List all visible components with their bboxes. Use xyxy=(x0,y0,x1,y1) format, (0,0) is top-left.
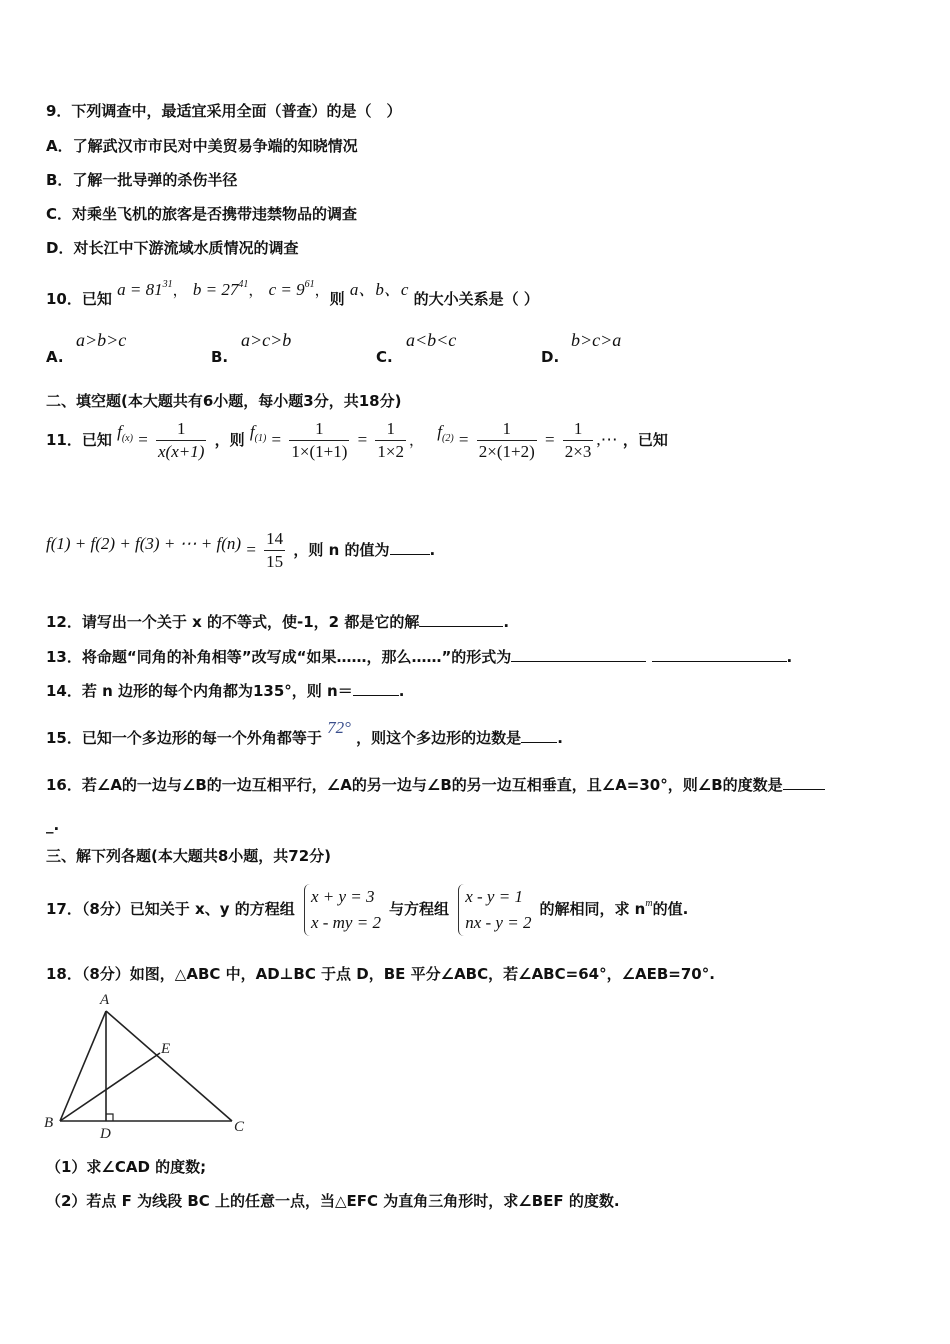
q9-option-b: B．了解一批导弹的杀伤半径 xyxy=(46,171,238,189)
q10-b: $b = 27^{41}$ xyxy=(192,279,249,299)
q15: 15．已知一个多边形的每一个外角都等于 72° ，则这个多边形的边数是 . xyxy=(46,718,563,747)
label-C: C xyxy=(234,1119,245,1135)
label-E: E xyxy=(161,1041,171,1057)
q9-option-d: D．对长江中下游流域水质情况的调查 xyxy=(46,239,299,257)
q11-sum: f(1) + f(2) + f(3) + ⋯ + f(n) xyxy=(46,534,242,553)
section3-heading: 三、解下列各题(本大题共8小题，共72分) xyxy=(46,847,332,865)
q15-answer-blank[interactable] xyxy=(521,728,557,743)
q17-system-1: x + y = 3 x - my = 2 xyxy=(304,884,385,936)
q15-angle: 72° xyxy=(327,718,351,737)
q16-cont: _. xyxy=(46,816,60,834)
q10-a: $a = 81^{31}$ xyxy=(117,279,173,299)
label-D: D xyxy=(100,1126,111,1140)
q13: 13．将命题“同角的补角相等”改写成“如果……，那么……”的形式为 . xyxy=(46,648,793,666)
q18-triangle-figure xyxy=(40,990,260,1140)
q17: 17．（8分）已知关于 x、y 的方程组 x + y = 3 x - my = 2 与方程组 x - y = 1 nx - y = 2 的解相同，求 $n^m$的值. xyxy=(46,876,688,937)
q12: 12．请写出一个关于 x 的不等式，使-1，2 都是它的解 . xyxy=(46,613,510,631)
q10-stem: 10．已知 $a = 81^{31}$， $b = 27^{41}$， $c = 9^{61}$，则 a、b、c 的大小关系是（ ） xyxy=(46,279,539,308)
q10-vars: a、b、c xyxy=(349,280,409,299)
q17-system-2: x - y = 1 nx - y = 2 xyxy=(458,884,535,936)
q13-answer-blank-2[interactable] xyxy=(652,647,787,662)
q11-f2-fraction2: $\frac{1}{2\times 3}$ xyxy=(564,419,592,461)
q11-answer-blank[interactable] xyxy=(390,540,430,555)
q11-sum-fraction: $\frac{14}{15}$ xyxy=(266,529,284,571)
q9-option-a: A．了解武汉市市民对中美贸易争端的知晓情况 xyxy=(46,137,358,155)
q12-answer-blank[interactable] xyxy=(419,612,503,627)
q16-answer-blank[interactable] xyxy=(783,775,825,790)
q11-line1: 11．已知 $f_{(x)}$ = $\frac{1}{x(x+1)}$ ，则 $f_{(1)}$ = $\frac{1}{1\times(1+1)}$ = $\frac{1}{1\times 2}$ ， $f_{(2)}$ = $\frac{1}{2\times(1+2)}$ = $\frac{1}{2\times 3}$ ,⋯ ，已知 xyxy=(46,419,668,461)
label-A: A xyxy=(100,992,110,1008)
q18-sub1: （1）求∠CAD 的度数; xyxy=(46,1158,207,1176)
q13-answer-blank-1[interactable] xyxy=(511,647,646,662)
q10-num: 10．已知 xyxy=(46,290,112,308)
label-B: B xyxy=(44,1115,54,1131)
q14-answer-blank[interactable] xyxy=(353,681,399,696)
q18-stem: 18．（8分）如图，△ABC 中，AD⊥BC 于点 D，BE 平分∠ABC，若∠ABC=64°，∠AEB=70°. xyxy=(46,965,715,983)
q11-f2-fraction: $\frac{1}{2\times(1+2)}$ xyxy=(478,419,535,461)
q11-f1-fraction2: $\frac{1}{1\times 2}$ xyxy=(377,419,405,461)
q11-fx-fraction: $\frac{1}{x(x+1)}$ xyxy=(158,419,205,461)
q11-line2: f(1) + f(2) + f(3) + ⋯ + f(n) = $\frac{14}{15}$ ，则 n 的值为 . xyxy=(46,529,436,571)
q9-stem: 9．下列调查中，最适宜采用全面（普查）的是（ ） xyxy=(46,102,402,120)
section2-heading: 二、填空题(本大题共有6小题，每小题3分，共18分) xyxy=(46,392,402,410)
q11-f1-fraction: $\frac{1}{1\times(1+1)}$ xyxy=(291,419,348,461)
q14: 14．若 n 边形的每个内角都为135°，则 n＝ . xyxy=(46,682,405,700)
q10-tail: 的大小关系是（ ） xyxy=(413,290,539,308)
q16: 16．若∠A的一边与∠B的一边互相平行，∠A的另一边与∠B的另一边互相垂直，且∠A=30°，则∠B的度数是 xyxy=(46,775,825,795)
q18-sub2: （2）若点 F 为线段 BC 上的任意一点，当△EFC 为直角三角形时，求∠BEF 的度数. xyxy=(46,1192,620,1210)
q10-c: $c = 9^{61}$ xyxy=(268,279,315,299)
q9-option-c: C．对乘坐飞机的旅客是否携带违禁物品的调查 xyxy=(46,205,358,223)
